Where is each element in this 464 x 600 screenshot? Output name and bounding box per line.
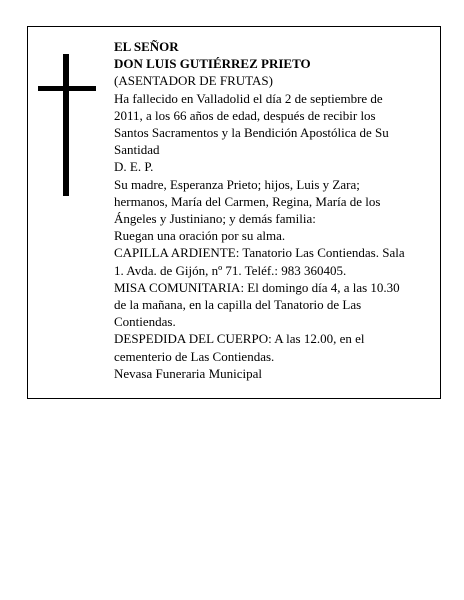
cross-vertical-bar xyxy=(63,54,69,196)
cross-icon xyxy=(38,54,96,196)
funeral-home: Nevasa Funeraria Municipal xyxy=(114,365,263,381)
wake-info: CAPILLA ARDIENTE: Tanatorio Las Contiendas. Sala 1. Avda. de Gijón, nº 71. Teléf.: 983 360405. xyxy=(114,245,405,278)
cross-horizontal-bar xyxy=(38,86,96,91)
rip-line: D. E. P. xyxy=(114,159,154,175)
mass-info: MISA COMUNITARIA: El domingo día 4, a las 10.30 de la mañana, en la capilla del Tanatorio de Las Contiendas. xyxy=(114,279,400,330)
obituary-text xyxy=(114,38,406,382)
occupation: (ASENTADOR DE FRUTAS) xyxy=(114,73,273,89)
death-announcement: Ha fallecido en Valladolid el día 2 de septiembre de 2011, a los 66 años de edad, después de recibir los Santos Sacramentos y la Bendición Apostólica de Su Santidad xyxy=(114,90,389,158)
title-line: EL SEÑOR xyxy=(114,39,179,54)
family-list: Su madre, Esperanza Prieto; hijos, Luis y Zara; hermanos, María del Carmen, Regina, María de los Ángeles y Justiniano; y demás familia: xyxy=(114,176,381,227)
farewell-info: DESPEDIDA DEL CUERPO: A las 12.00, en el cementerio de Las Contiendas. xyxy=(114,331,365,364)
deceased-name: DON LUIS GUTIÉRREZ PRIETO xyxy=(114,56,311,72)
prayer-request: Ruegan una oración por su alma. xyxy=(114,228,286,244)
